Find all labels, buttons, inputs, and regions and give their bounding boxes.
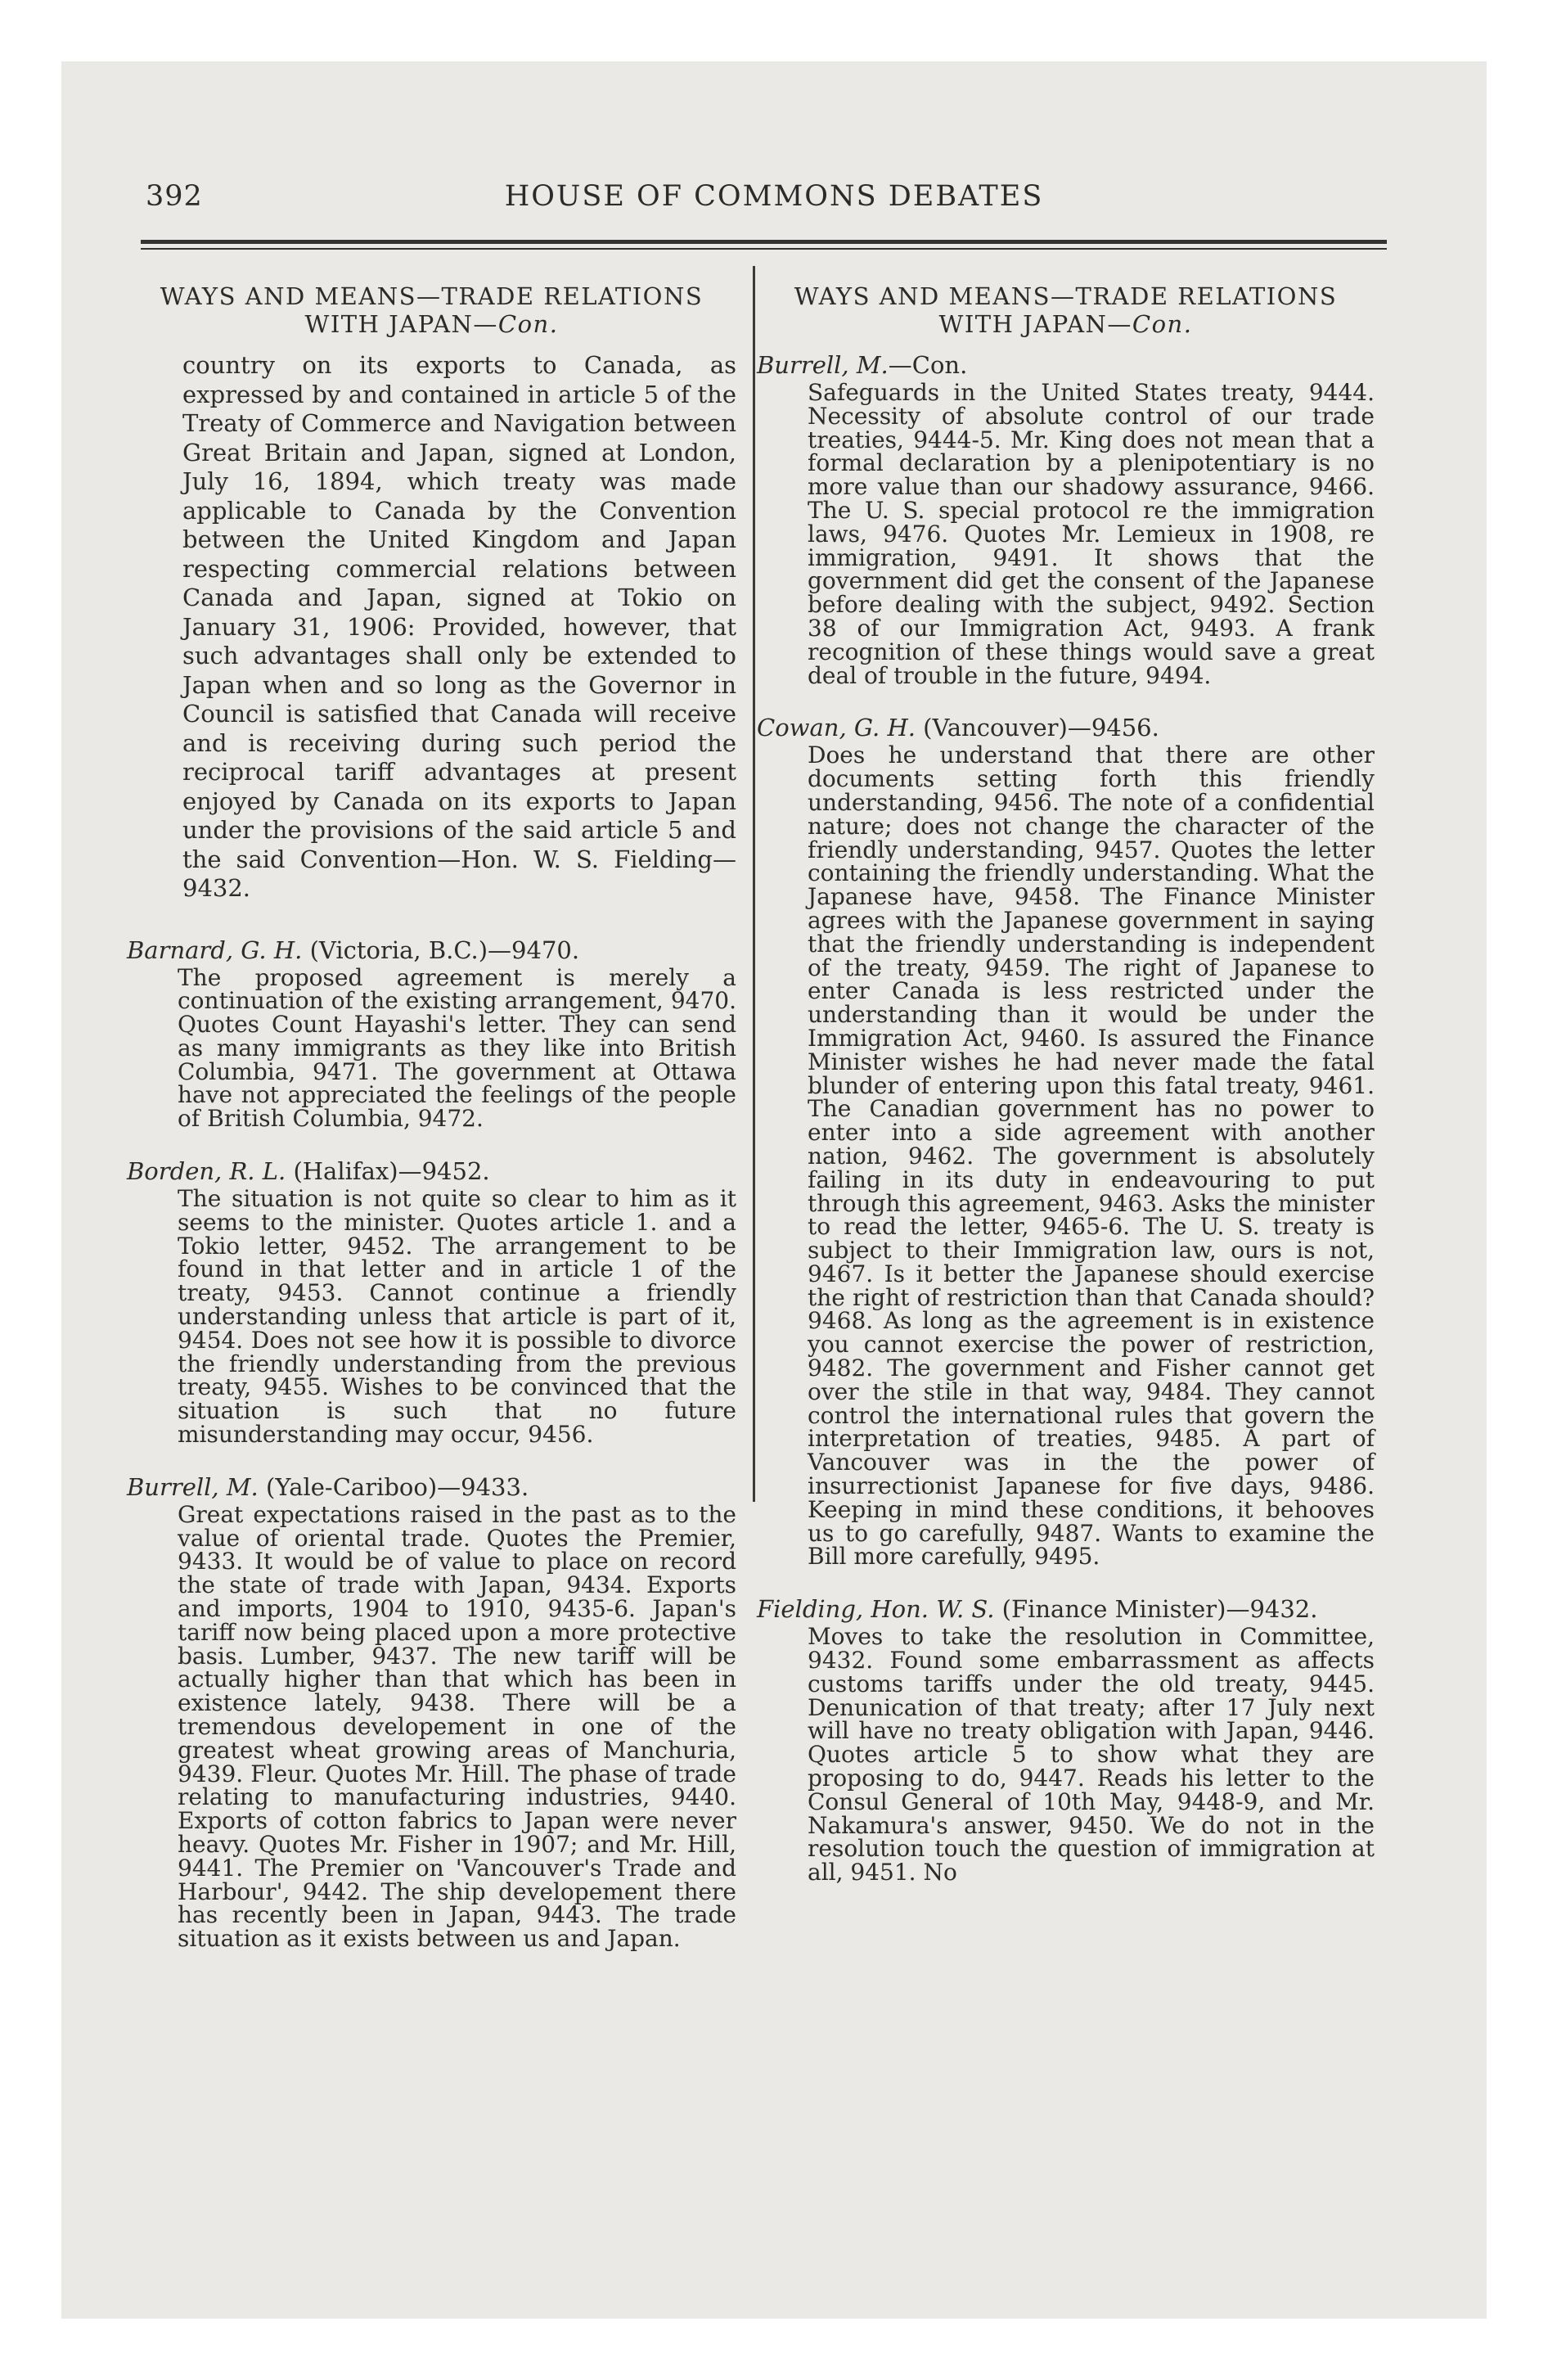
speaker-detail: (Victoria, B.C.)—9470. (302, 935, 580, 964)
index-entry (757, 714, 1375, 1569)
entry-text: Does he understand that there are other documents setting forth this friendly understanding, 9456. The note of a confidential nature; does not change the character of the friendly understanding, 9457. Quotes the letter containing the friendly understanding. What the Japanese have, 9458. The Finance Minister agrees with the Japanese government in saying that the friendly understanding is independent of the treaty, 9459. The right of Japanese to enter Canada is less restricted under the understanding than it would be under the Immigration Act, 9460. Is assured the Finance Minister wishes he had never made the fatal blunder of entering upon this fatal treaty, 9461. The Canadian government has no power to enter into a side agreement with another nation, 9462. The government is absolutely failing in its duty in endeavouring to put through this agreement, 9463. Asks the minister to read the letter, 9465-6. The U. S. treaty is subject to their Immigration law, ours is not, 9467. Is it better the Japanese should exercise the right of restriction than that Canada should? 9468. As long as the agreement is in existence you cannot exercise the power of restriction, 9482. The government and Fisher cannot get over the stile in that way, 9484. They cannot control the international rules that govern the interpretation of treaties, 9485. A part of Vancouver was in the the power of insurrectionist Japanese for five days, 9486. Keeping in mind these conditions, it behooves us to go carefully, 9487. Wants to examine the Bill more carefully, 9495. (808, 741, 1375, 1571)
left-column (127, 282, 736, 1977)
speaker-line (127, 1473, 736, 1502)
left-heading-con: Con. (497, 310, 559, 338)
header-rule-thin (141, 248, 1387, 250)
entry-text: Moves to take the resolution in Committee, 9432. Found some embarrassment as affects customs tariffs under the old treaty, 9445. Denunication of that treaty; after 17 July next will have no treaty obligation with Japan, 9446. Quotes article 5 to show what they are proposing to do, 9447. Reads his letter to the Consul General of 10th May, 9448-9, and Mr. Nakamura's answer, 9450. We do not in the resolution touch the question of immigration at all, 9451. No (808, 1623, 1375, 1886)
page-number: 392 (146, 180, 203, 213)
speaker-line (127, 1157, 736, 1186)
speaker-detail: (Halifax)—9452. (286, 1157, 490, 1186)
left-column-heading (127, 282, 736, 338)
right-heading-con: Con. (1132, 310, 1193, 338)
index-entry (127, 1157, 736, 1447)
speaker-name: Cowan, G. H. (757, 714, 916, 742)
speaker-name: Borden, R. L. (127, 1157, 286, 1186)
speaker-name: Fielding, Hon. W. S. (757, 1595, 995, 1624)
running-title: HOUSE OF COMMONS DEBATES (504, 180, 1044, 213)
speaker-line (757, 714, 1375, 742)
left-heading-line2: WITH JAPAN— (304, 310, 498, 338)
entry-text: The proposed agreement is merely a continuation of the existing arrangement, 9470. Quotes Count Hayashi's letter. They can send as many immigrants as they like into British Columbia, 9471. The government at Ottawa have not appreciated the feelings of the people of British Columbia, 9472. (178, 963, 736, 1133)
index-entry (757, 1595, 1375, 1885)
left-heading-line1: WAYS AND MEANS—TRADE RELATIONS (160, 282, 704, 310)
header-rule-thick (141, 240, 1387, 244)
index-entry (757, 351, 1375, 687)
entry-text: Safeguards in the United States treaty, 9444. Necessity of absolute control of our trade treaties, 9444-5. Mr. King does not mean that a formal declaration by a plenipotentiary is no more value than our shadowy assurance, 9466. The U. S. special protocol re the immigration laws, 9476. Quotes Mr. Lemieux in 1908, re immigration, 9491. It shows that the government did get the consent of the Japanese before dealing with the subject, 9492. Section 38 of our Immigration Act, 9493. A frank recognition of these things would save a great deal of trouble in the future, 9494. (808, 379, 1375, 689)
speaker-name: Burrell, M. (127, 1472, 259, 1501)
entry-text: The situation is not quite so clear to him as it seems to the minister. Quotes article 1. and a Tokio letter, 9452. The arrangement to be found in that letter and in article 1 of the treaty, 9453. Cannot continue a friendly understanding unless that article is part of it, 9454. Does not see how it is possible to divorce the friendly understanding from the previous treaty, 9455. Wishes to be convinced that the situation is such that no future misunderstanding may occur, 9456. (178, 1185, 736, 1449)
index-entry (127, 936, 736, 1132)
right-column (757, 282, 1375, 1911)
speaker-name: Barnard, G. H. (127, 935, 303, 964)
column-divider (753, 266, 755, 1502)
speaker-detail: (Finance Minister)—9432. (994, 1595, 1318, 1624)
lead-paragraph: country on its exports to Canada, as expressed by and contained in article 5 of the Treaty of Commerce and Navigation between Great Britain and Japan, signed at London, July 16, 1894, which treaty was made applicable to Canada by the Convention between the United Kingdom and Japan respecting commercial relations between Canada and Japan, signed at Tokio on January 31, 1906: Provided, however, that such advantages shall only be extended to Japan when and so long as the Governor in Council is satisfied that Canada will receive and is receiving during such period the reciprocal tariff advantages at present enjoyed by Canada on its exports to Japan under the provisions of the said article 5 and the said Convention—Hon. W. S. Fielding—9432. (182, 351, 736, 902)
speaker-name: Burrell, M. (757, 351, 889, 379)
entry-text: Great expectations raised in the past as to the value of oriental trade. Quotes the Premier, 9433. It would be of value to place on record the state of trade with Japan, 9434. Exports and imports, 1904 to 1910, 9435-6. Japan's tariff now being placed upon a more protective basis. Lumber, 9437. The new tariff will be actually higher than that which has been in existence lately, 9438. There will be a tremendous developement in one of the greatest wheat growing areas of Manchuria, 9439. Fleur. Quotes Mr. Hill. The phase of trade relating to manufacturing industries, 9440. Exports of cotton fabrics to Japan were never heavy. Quotes Mr. Fisher in 1907; and Mr. Hill, 9441. The Premier on 'Vancouver's Trade and Harbour', 9442. The ship developement there has recently been in Japan, 9443. The trade situation as it exists between us and Japan. (178, 1500, 736, 1953)
index-entry (127, 1473, 736, 1951)
speaker-detail: (Yale-Cariboo)—9433. (258, 1472, 529, 1501)
right-column-heading (757, 282, 1375, 338)
right-heading-line1: WAYS AND MEANS—TRADE RELATIONS (794, 282, 1338, 310)
speaker-line (757, 1595, 1375, 1624)
speaker-line (757, 351, 1375, 380)
right-heading-line2: WITH JAPAN— (938, 310, 1132, 338)
speaker-detail: —Con. (888, 351, 968, 379)
speaker-line (127, 936, 736, 965)
speaker-detail: (Vancouver)—9456. (915, 714, 1159, 742)
